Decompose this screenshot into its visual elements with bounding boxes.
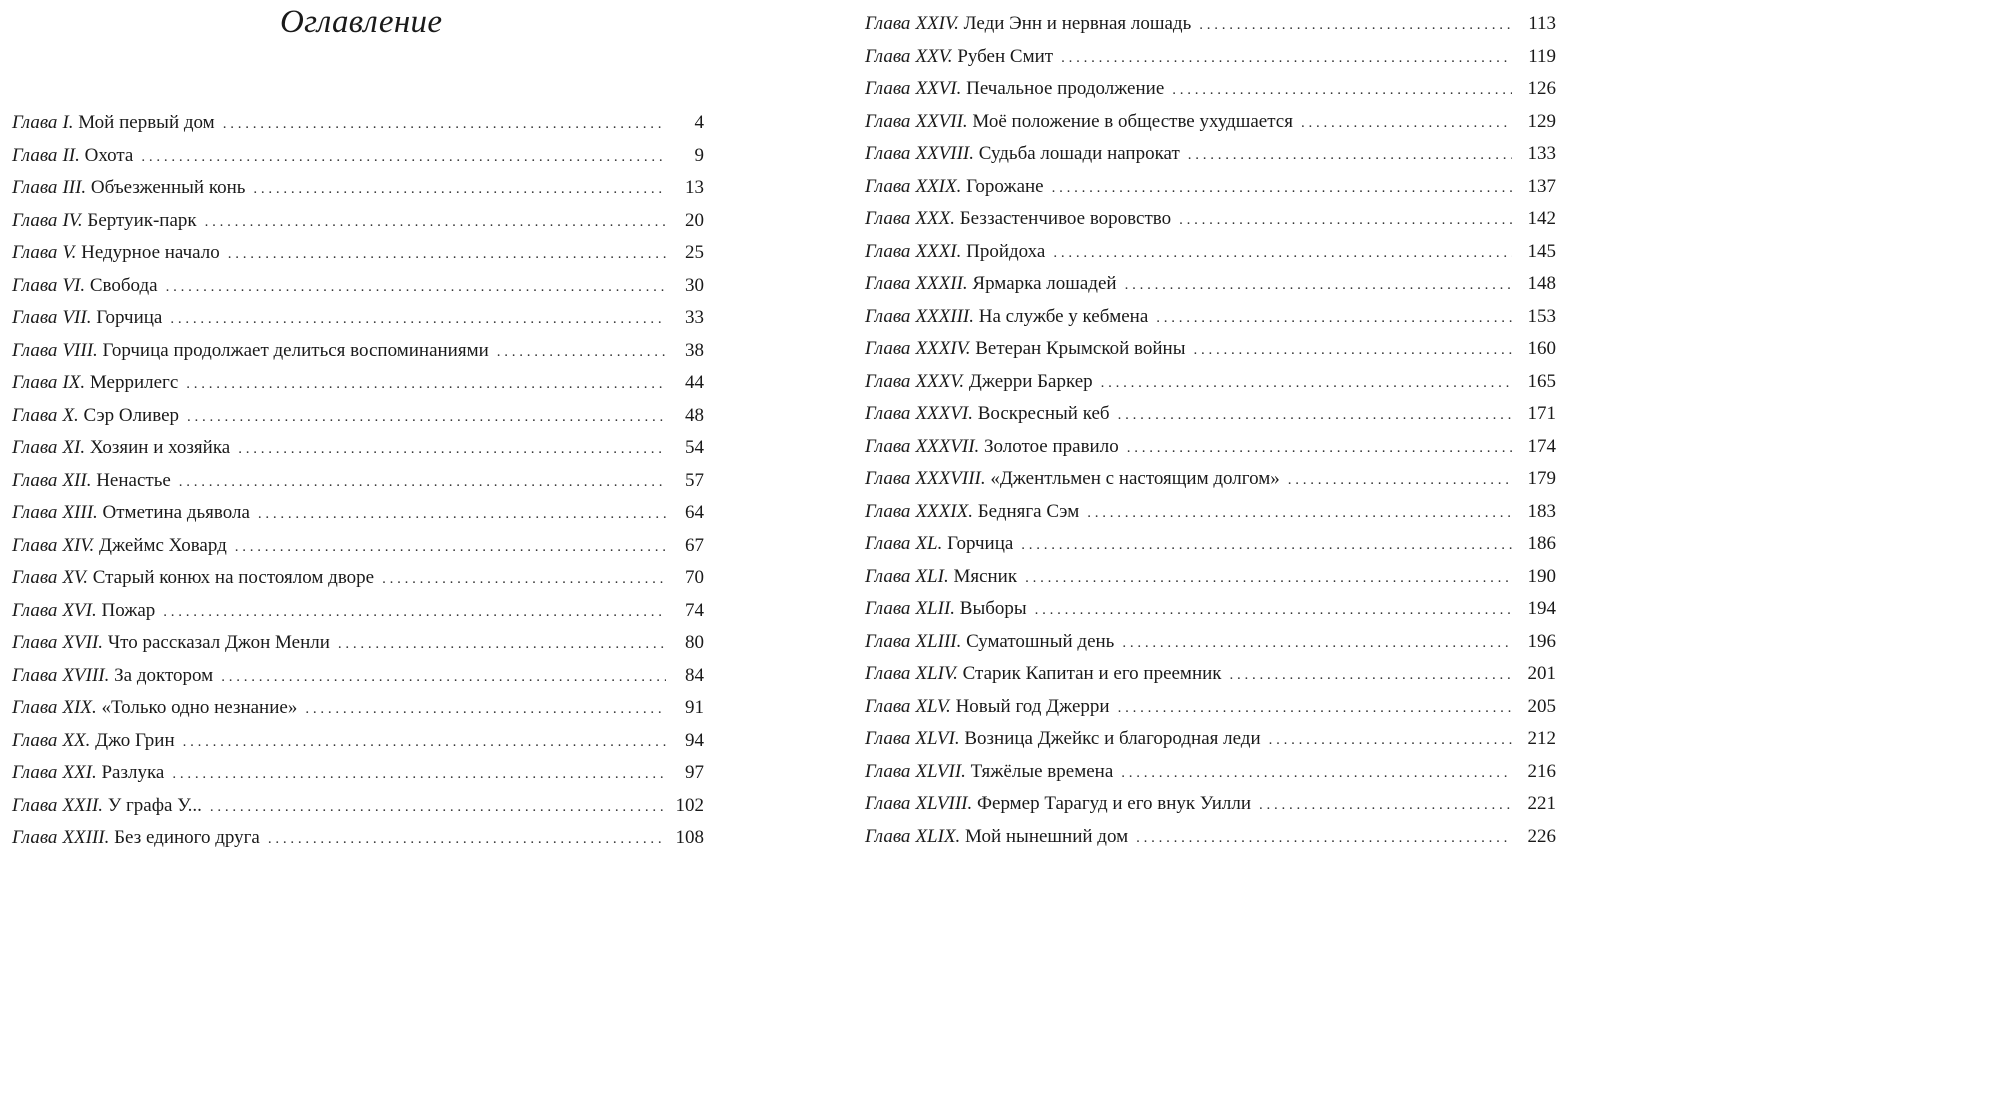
toc-entry [865,333,1556,366]
dot-leader [1061,42,1512,75]
toc-entry [12,660,704,693]
chapter-word: Глава [865,663,911,684]
page-number: 54 [685,437,704,458]
page-number: 94 [685,729,704,751]
chapter-word: Глава [865,468,911,489]
chapter-title: Старый конюх на постоялом дворе [92,567,375,588]
chapter-number: XXXIII. [915,305,974,327]
toc-entry [12,627,704,660]
chapter-title: На службе у кебмена [978,305,1149,327]
chapter-number: VII. [62,307,92,328]
chapter-title: Горожане [966,175,1044,197]
page-number: 48 [685,404,704,426]
toc-entry [865,496,1556,529]
toc-entry [12,757,704,790]
toc-entry [865,756,1556,789]
dot-leader [210,791,666,824]
page-number: 160 [1527,338,1556,359]
chapter-title: Суматошный день [966,630,1115,652]
page-number: 221 [1527,793,1556,814]
toc-entry [12,530,704,563]
chapter-title: Свобода [89,274,158,296]
chapter-title: Бертуик-парк [87,209,197,231]
chapter-number: IV. [62,209,83,231]
dot-leader [1199,9,1512,42]
chapter-title: Мой нынешний дом [965,825,1129,847]
toc-title: Оглавление [280,4,443,40]
page-number: 196 [1527,630,1556,652]
chapter-word: Глава [12,534,58,556]
chapter-title: Сэр Оливер [83,404,180,426]
dot-leader [1122,627,1512,660]
dot-leader [238,433,666,466]
chapter-word: Глава [865,208,911,229]
page-number: 44 [685,372,704,393]
toc-entry [865,8,1556,41]
chapter-title: Горчица [96,307,163,328]
toc-entry [12,432,704,465]
page-number: 20 [685,209,704,231]
toc-entry [12,595,704,628]
dot-leader [187,401,666,434]
chapter-title: Ветеран Крымской войны [975,338,1186,359]
chapter-number: XXXVIII. [915,468,986,489]
chapter-number: XXXVII. [915,435,980,457]
page-number: 148 [1527,273,1556,294]
chapter-title: Беззастенчивое воровство [959,208,1172,229]
dot-leader [172,758,666,791]
chapter-number: XLV. [915,695,951,717]
toc-entry [865,626,1556,659]
page-number: 126 [1527,78,1556,99]
page-number: 194 [1527,598,1556,619]
chapter-word: Глава [865,338,911,359]
dot-leader [179,466,666,499]
toc-list-left [12,107,704,855]
dot-leader [221,661,666,694]
page-number: 80 [685,632,704,653]
chapter-word: Глава [865,533,911,554]
chapter-word: Глава [12,274,58,296]
page-number: 137 [1527,175,1556,197]
dot-leader [228,238,666,271]
chapter-number: VIII. [62,339,98,361]
chapter-word: Глава [865,240,911,262]
page-number: 133 [1527,143,1556,164]
toc-entry [12,140,704,173]
chapter-word: Глава [865,728,911,749]
chapter-title: Выборы [959,598,1027,619]
chapter-title: Джеймс Ховард [99,534,227,556]
dot-leader [1021,529,1512,562]
chapter-word: Глава [12,339,58,361]
chapter-number: II. [62,144,80,166]
chapter-word: Глава [865,370,911,392]
chapter-number: XIX. [62,697,97,718]
dot-leader [1188,139,1512,172]
chapter-number: V. [62,242,77,263]
toc-entry [865,106,1556,139]
chapter-title: Меррилегс [89,372,179,393]
dot-leader [1172,74,1512,107]
chapter-title: «Джентльмен с настоящим долгом» [990,468,1280,489]
page-number: 190 [1527,565,1556,587]
dot-leader [338,628,666,661]
dot-leader [1288,464,1512,497]
chapter-number: XV. [62,567,88,588]
chapter-title: Объезженный конь [90,177,246,198]
chapter-word: Глава [12,567,58,588]
chapter-title: Без единого друга [114,827,260,848]
dot-leader [1121,757,1512,790]
chapter-word: Глава [12,664,58,686]
chapter-number: XVII. [62,632,104,653]
page-number: 119 [1528,45,1556,67]
chapter-title: Джерри Баркер [968,370,1093,392]
chapter-number: XLIV. [915,663,958,684]
chapter-number: XIV. [62,534,95,556]
toc-entry [865,658,1556,691]
toc-entry [865,691,1556,724]
chapter-title: Джо Грин [95,729,175,751]
chapter-number: XXXVI. [915,403,973,424]
chapter-word: Глава [865,695,911,717]
chapter-number: XXXIV. [915,338,971,359]
page-number: 183 [1527,500,1556,522]
page-number: 145 [1527,240,1556,262]
dot-leader [205,206,666,239]
chapter-number: XXXI. [915,240,962,262]
dot-leader [163,596,666,629]
toc-entry [865,138,1556,171]
toc-entry [865,171,1556,204]
chapter-word: Глава [12,404,58,426]
dot-leader [1136,822,1512,855]
chapter-word: Глава [865,500,911,522]
dot-leader [235,531,666,564]
dot-leader [183,726,666,759]
toc-entry [865,561,1556,594]
chapter-title: Фермер Тарагуд и его внук Уилли [977,793,1251,814]
chapter-number: XL. [915,533,943,554]
page-number: 4 [694,112,704,133]
dot-leader [166,271,666,304]
chapter-word: Глава [12,112,58,133]
chapter-number: XLVIII. [915,793,973,814]
chapter-title: Новый год Джерри [955,695,1110,717]
toc-entry [865,236,1556,269]
chapter-number: XLIII. [915,630,962,652]
dot-leader [141,141,666,174]
toc-entry [865,821,1556,854]
toc-entry [12,790,704,823]
page-number: 64 [685,502,704,523]
chapter-title: Печальное продолжение [966,78,1165,99]
chapter-number: XIII. [62,502,98,523]
toc-entry [12,107,704,140]
toc-entry [12,237,704,270]
toc-entry [12,205,704,238]
chapter-word: Глава [12,729,58,751]
toc-entry [865,593,1556,626]
dot-leader [253,173,666,206]
chapter-word: Глава [12,762,58,783]
toc-entry [12,465,704,498]
chapter-number: XLVI. [915,728,960,749]
page-number: 70 [685,567,704,588]
page-number: 57 [685,469,704,491]
chapter-word: Глава [865,403,911,424]
dot-leader [1301,107,1512,140]
page-number: 91 [685,697,704,718]
dot-leader [186,368,666,401]
chapter-title: Мой первый дом [78,112,215,133]
chapter-title: Горчица [947,533,1014,554]
chapter-word: Глава [12,177,58,198]
dot-leader [1052,172,1512,205]
chapter-title: Моё положение в обществе ухудшается [972,110,1293,132]
toc-entry [12,270,704,303]
chapter-word: Глава [12,242,58,263]
page-number: 179 [1527,468,1556,489]
chapter-title: Мясник [953,565,1018,587]
chapter-number: XII. [62,469,92,491]
page-number: 108 [675,827,704,848]
chapter-number: XXX. [915,208,956,229]
page-number: 97 [685,762,704,783]
chapter-number: III. [62,177,87,198]
chapter-word: Глава [865,565,911,587]
chapter-number: XXXII. [915,273,968,294]
toc-entry [865,366,1556,399]
dot-leader [1025,562,1512,595]
toc-entry [865,788,1556,821]
page-number: 165 [1527,370,1556,392]
chapter-word: Глава [865,598,911,619]
chapter-number: X. [62,404,79,426]
chapter-word: Глава [12,502,58,523]
chapter-number: IX. [62,372,86,393]
chapter-title: Недурное начало [81,242,220,263]
page-number: 142 [1527,208,1556,229]
dot-leader [382,563,666,596]
page-number: 153 [1527,305,1556,327]
dot-leader [1193,334,1512,367]
toc-entry [12,400,704,433]
page-number: 84 [685,664,704,686]
toc-entry [865,723,1556,756]
chapter-word: Глава [865,305,911,327]
dot-leader [1053,237,1512,270]
chapter-number: XXIX. [915,175,962,197]
toc-entry [865,301,1556,334]
page-number: 129 [1527,110,1556,132]
toc-entry [12,822,704,855]
chapter-word: Глава [12,632,58,653]
chapter-number: XXIV. [915,13,959,34]
dot-leader [1179,204,1512,237]
chapter-word: Глава [865,825,911,847]
page-number: 74 [685,599,704,621]
chapter-word: Глава [865,45,911,67]
chapter-title: За доктором [114,664,214,686]
chapter-title: Бедняга Сэм [977,500,1080,522]
page-number: 174 [1527,435,1556,457]
toc-list-right [865,8,1556,853]
page-number: 205 [1527,695,1556,717]
chapter-title: Старик Капитан и его преемник [962,663,1222,684]
chapter-title: Что рассказал Джон Менли [107,632,330,653]
toc-entry [12,497,704,530]
toc-entry [865,398,1556,431]
chapter-title: Рубен Смит [957,45,1054,67]
dot-leader [1101,367,1512,400]
chapter-number: XXVIII. [915,143,974,164]
chapter-number: XXXV. [915,370,965,392]
chapter-word: Глава [12,599,58,621]
toc-entry [865,268,1556,301]
chapter-title: Хозяин и хозяйка [89,437,231,458]
chapter-word: Глава [12,307,58,328]
chapter-word: Глава [12,144,58,166]
dot-leader [1035,594,1512,627]
toc-entry [865,463,1556,496]
chapter-title: Пройдоха [966,240,1046,262]
page-number: 13 [685,177,704,198]
toc-entry [865,528,1556,561]
toc-entry [12,725,704,758]
chapter-word: Глава [865,110,911,132]
chapter-word: Глава [865,793,911,814]
page-number: 67 [685,534,704,556]
dot-leader [1125,269,1512,302]
page-number: 216 [1527,760,1556,782]
chapter-title: Леди Энн и нервная лошадь [963,13,1192,34]
page-number: 9 [694,144,704,166]
chapter-number: XXXIX. [915,500,973,522]
page-number: 113 [1528,13,1556,34]
chapter-title: Судьба лошади напрокат [978,143,1180,164]
toc-entry [12,692,704,725]
toc-entry [12,335,704,368]
dot-leader [223,108,666,141]
chapter-title: Охота [84,144,134,166]
chapter-word: Глава [865,273,911,294]
page-number: 201 [1527,663,1556,684]
toc-entry [865,203,1556,236]
chapter-title: Пожар [101,599,156,621]
chapter-number: VI. [62,274,86,296]
chapter-title: «Только одно незнание» [101,697,298,718]
chapter-word: Глава [12,437,58,458]
dot-leader [497,336,666,369]
chapter-number: XXIII. [62,827,110,848]
chapter-title: Ненастье [96,469,171,491]
chapter-word: Глава [865,143,911,164]
dot-leader [1259,789,1512,822]
chapter-number: XXV. [915,45,953,67]
dot-leader [170,303,666,336]
chapter-word: Глава [865,175,911,197]
dot-leader [268,823,666,856]
chapter-title: Горчица продолжает делиться воспоминаниями [102,339,489,361]
chapter-title: Разлука [101,762,165,783]
dot-leader [1118,692,1512,725]
chapter-word: Глава [865,630,911,652]
chapter-number: XXI. [62,762,97,783]
dot-leader [1087,497,1512,530]
page-number: 25 [685,242,704,263]
dot-leader [305,693,666,726]
toc-entry [865,431,1556,464]
chapter-number: XVIII. [62,664,110,686]
chapter-number: I. [62,112,74,133]
chapter-number: XLIX. [915,825,961,847]
chapter-title: Воскресный кеб [977,403,1110,424]
page-number: 102 [675,794,704,816]
page-number: 212 [1527,728,1556,749]
chapter-title: Отметина дьявола [102,502,250,523]
dot-leader [1118,399,1512,432]
chapter-word: Глава [865,78,911,99]
chapter-word: Глава [865,13,911,34]
chapter-number: XLI. [915,565,949,587]
dot-leader [1230,659,1512,692]
chapter-number: XVI. [62,599,97,621]
chapter-number: XXVII. [915,110,968,132]
chapter-word: Глава [12,794,58,816]
chapter-word: Глава [865,435,911,457]
toc-entry [865,41,1556,74]
chapter-word: Глава [12,209,58,231]
page-number: 226 [1527,825,1556,847]
chapter-word: Глава [12,372,58,393]
page-number: 186 [1527,533,1556,554]
toc-entry [865,73,1556,106]
chapter-word: Глава [12,469,58,491]
dot-leader [1127,432,1512,465]
chapter-number: XXVI. [915,78,962,99]
chapter-word: Глава [12,697,58,718]
chapter-title: Золотое правило [984,435,1119,457]
toc-entry [12,562,704,595]
toc-entry [12,302,704,335]
page-number: 30 [685,274,704,296]
chapter-number: XLVII. [915,760,966,782]
chapter-title: Тяжёлые времена [970,760,1114,782]
chapter-title: Возница Джейкс и благородная леди [964,728,1261,749]
toc-entry [12,172,704,205]
chapter-word: Глава [12,827,58,848]
chapter-number: XX. [62,729,91,751]
chapter-number: XXII. [62,794,104,816]
toc-entry [12,367,704,400]
page-number: 171 [1527,403,1556,424]
dot-leader [1269,724,1512,757]
chapter-title: Ярмарка лошадей [972,273,1117,294]
chapter-number: XI. [62,437,86,458]
chapter-word: Глава [865,760,911,782]
page-number: 38 [685,339,704,361]
dot-leader [1156,302,1512,335]
dot-leader [258,498,666,531]
chapter-title: У графа У... [107,794,202,816]
page-number: 33 [685,307,704,328]
chapter-number: XLII. [915,598,956,619]
